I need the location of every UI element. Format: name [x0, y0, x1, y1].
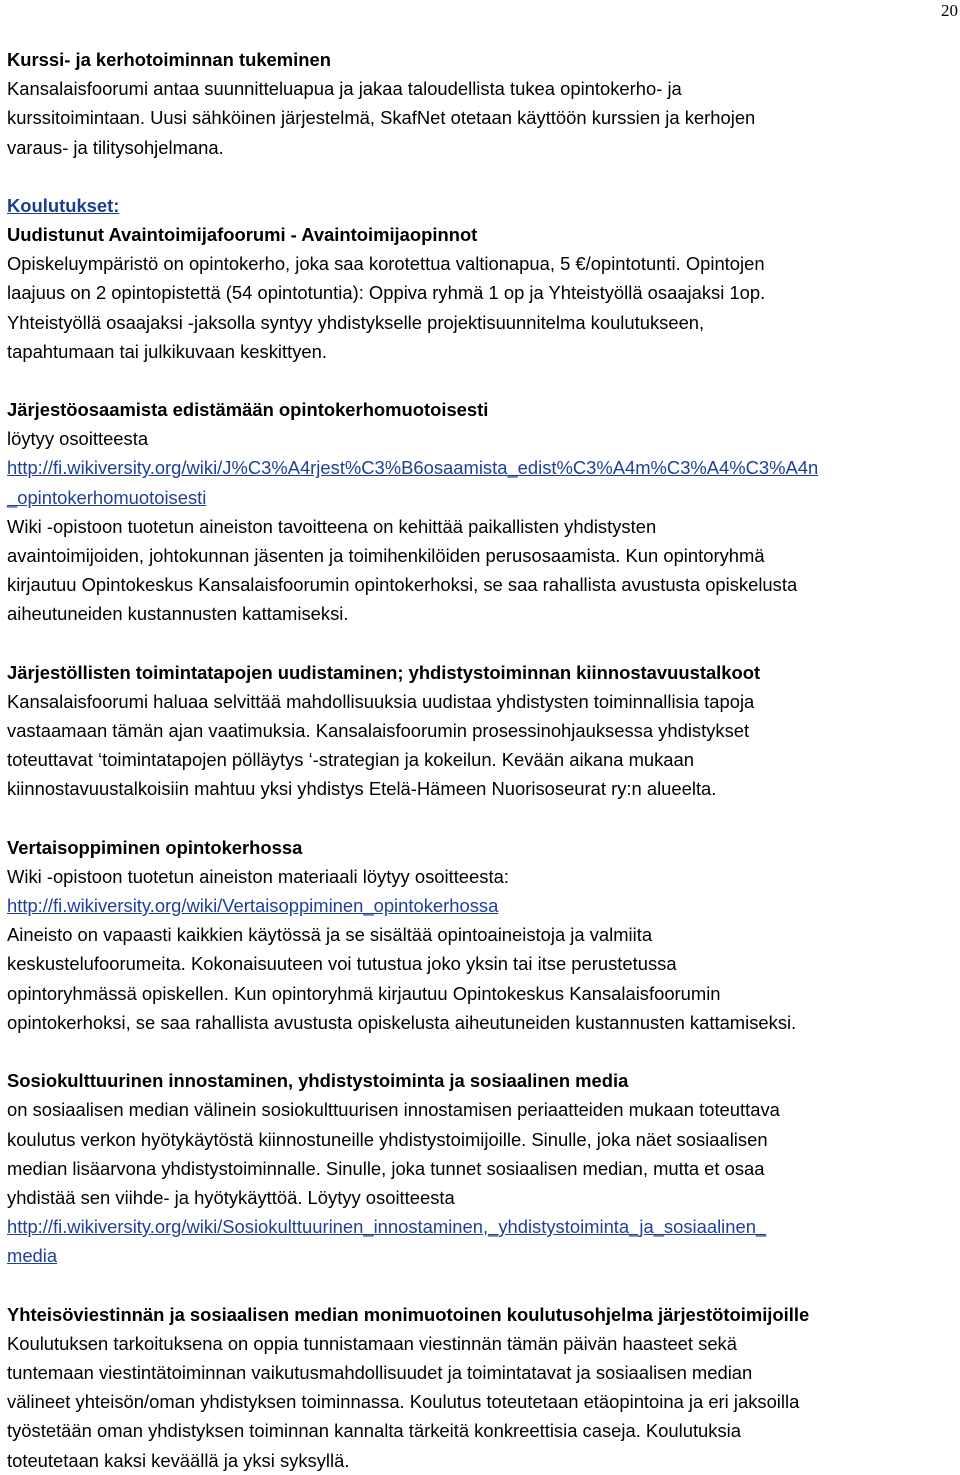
paragraph-line: kurssitoimintaan. Uusi sähköinen järjestelmä, SkafNet otetaan käyttöön kurssien ja kerhojen [7, 107, 756, 129]
document-body [7, 45, 957, 1475]
paragraph-line: aiheutuneiden kustannusten kattamiseksi. [7, 603, 349, 625]
paragraph-line: Koulutuksen tarkoituksena on oppia tunnistamaan viestinnän tämän päivän haasteet sekä [7, 1332, 737, 1354]
section-koulutukset [7, 191, 957, 366]
paragraph-line: laajuus on 2 opintopistettä (54 opintotuntia): Oppiva ryhmä 1 op ja Yhteistyöllä osaajaksi 1op. [7, 282, 766, 304]
paragraph-line: Kansalaisfoorumi haluaa selvittää mahdollisuuksia uudistaa yhdistysten toiminnallisia tapoja [7, 690, 755, 712]
paragraph-line: varaus- ja tilitysohjelmana. [7, 136, 224, 158]
paragraph-line: toteutetaan kaksi keväällä ja yksi syksyllä. [7, 1449, 350, 1471]
paragraph-line: Opiskeluympäristö on opintokerho, joka saa korotettua valtionapua, 5 €/opintotunti. Opintojen [7, 253, 765, 275]
paragraph-line: välineet yhteisön/oman yhdistyksen toiminnassa. Koulutus toteutetaan etäopintoina ja eri jaksoilla [7, 1391, 800, 1413]
paragraph-line: työstetään oman yhdistyksen toiminnan kannalta tärkeitä konkreettisia caseja. Koulutuksia [7, 1420, 741, 1442]
section-heading: Järjestöllisten toimintatapojen uudistaminen; yhdistystoiminnan kiinnostavuustalkoot [7, 661, 761, 683]
paragraph-line: toteuttavat ‘toimintatapojen pölläytys ‘-strategian ja kokeilun. Kevään aikana mukaan [7, 749, 694, 771]
section-vertaisoppiminen [7, 833, 957, 1037]
paragraph-line: avaintoimijoiden, johtokunnan jäsenten ja toimihenkilöiden perusosaamista. Kun opintoryhmä [7, 545, 765, 567]
section-heading: Vertaisoppiminen opintokerhossa [7, 836, 303, 858]
paragraph-line: on sosiaalisen median välinein sosiokulttuurisen innostamisen periaatteiden mukaan toteuttava [7, 1099, 780, 1121]
section-kiinnostavuustalkoot [7, 658, 957, 804]
paragraph-line: Wiki -opistoon tuotetun aineiston tavoitteena on kehittää paikallisten yhdistysten [7, 515, 657, 537]
paragraph-line: Yhteistyöllä osaajaksi -jaksolla syntyy yhdistykselle projektisuunnitelma koulutukseen, [7, 311, 705, 333]
paragraph-line: tuntemaan viestintätoiminnan vaikutusmahdollisuudet ja toimintatavat ja sosiaalisen median [7, 1361, 753, 1383]
section-heading: Yhteisöviestinnän ja sosiaalisen median monimuotoinen koulutusohjelma järjestötoimijoille [7, 1303, 810, 1325]
section-heading: Kurssi- ja kerhotoiminnan tukeminen [7, 49, 331, 70]
paragraph-line: opintoryhmässä opiskellen. Kun opintoryhmä kirjautuu Opintokeskus Kansalaisfoorumin [7, 982, 721, 1004]
section-yhteisoviestinta [7, 1300, 957, 1475]
section-kurssi [7, 45, 957, 162]
wiki-link[interactable]: http://fi.wikiversity.org/wiki/Sosiokulttuurinen_innostaminen,_yhdistystoiminta_ja_sosiaalinen_ [7, 1216, 767, 1238]
section-heading: Sosiokulttuurinen innostaminen, yhdistystoiminta ja sosiaalinen media [7, 1070, 629, 1092]
paragraph-line: keskustelufoorumeita. Kokonaisuuteen voi tutustua joko yksin tai itse perustetussa [7, 953, 677, 975]
paragraph-line: Wiki -opistoon tuotetun aineiston materiaali löytyy osoitteesta: [7, 865, 509, 887]
wiki-link[interactable]: _opintokerhomuotoisesti [7, 486, 207, 508]
section-sosiokulttuurinen [7, 1066, 957, 1270]
paragraph-line: Kansalaisfoorumi antaa suunnitteluapua ja jakaa taloudellista tukea opintokerho- ja [7, 78, 682, 100]
wiki-link[interactable]: media [7, 1245, 58, 1267]
paragraph-line: löytyy osoitteesta [7, 428, 149, 450]
section-jarjestoosaaminen [7, 395, 957, 629]
paragraph-line: vastaamaan tämän ajan vaatimuksia. Kansalaisfoorumin prosessinohjauksessa yhdistykset [7, 720, 750, 742]
section-heading: Järjestöosaamista edistämään opintokerhomuotoisesti [7, 399, 489, 421]
paragraph-line: opintokerhoksi, se saa rahallista avustusta opiskelusta aiheutuneiden kustannusten kattamiseksi. [7, 1011, 797, 1033]
paragraph-line: koulutus verkon hyötykäytöstä kiinnostuneille yhdistystoimijoille. Sinulle, joka näet sosiaalisen [7, 1128, 768, 1150]
paragraph-line: kiinnostavuustalkoisiin mahtuu yksi yhdistys Etelä-Hämeen Nuorisoseurat ry:n alueelta. [7, 778, 717, 800]
paragraph-line: tapahtumaan tai julkikuvaan keskittyen. [7, 340, 327, 362]
paragraph-line: Aineisto on vapaasti kaikkien käytössä ja se sisältää opintoaineistoja ja valmiita [7, 924, 653, 946]
koulutukset-label: Koulutukset: [7, 194, 120, 216]
paragraph-line: kirjautuu Opintokeskus Kansalaisfoorumin opintokerhoksi, se saa rahallista avustusta opiskelusta [7, 574, 798, 596]
paragraph-line: yhdistää sen viihde- ja hyötykäyttöä. Löytyy osoitteesta [7, 1186, 455, 1208]
paragraph-line: median lisäarvona yhdistystoiminnalle. Sinulle, joka tunnet sosiaalisen median, mutta et osaa [7, 1157, 765, 1179]
page-number: 20 [941, 1, 958, 20]
section-heading: Uudistunut Avaintoimijafoorumi - Avaintoimijaopinnot [7, 224, 478, 246]
wiki-link[interactable]: http://fi.wikiversity.org/wiki/J%C3%A4rjest%C3%B6osaamista_edist%C3%A4m%C3%A4%C3%A4n [7, 457, 819, 479]
wiki-link[interactable]: http://fi.wikiversity.org/wiki/Vertaisoppiminen_opintokerhossa [7, 895, 499, 917]
